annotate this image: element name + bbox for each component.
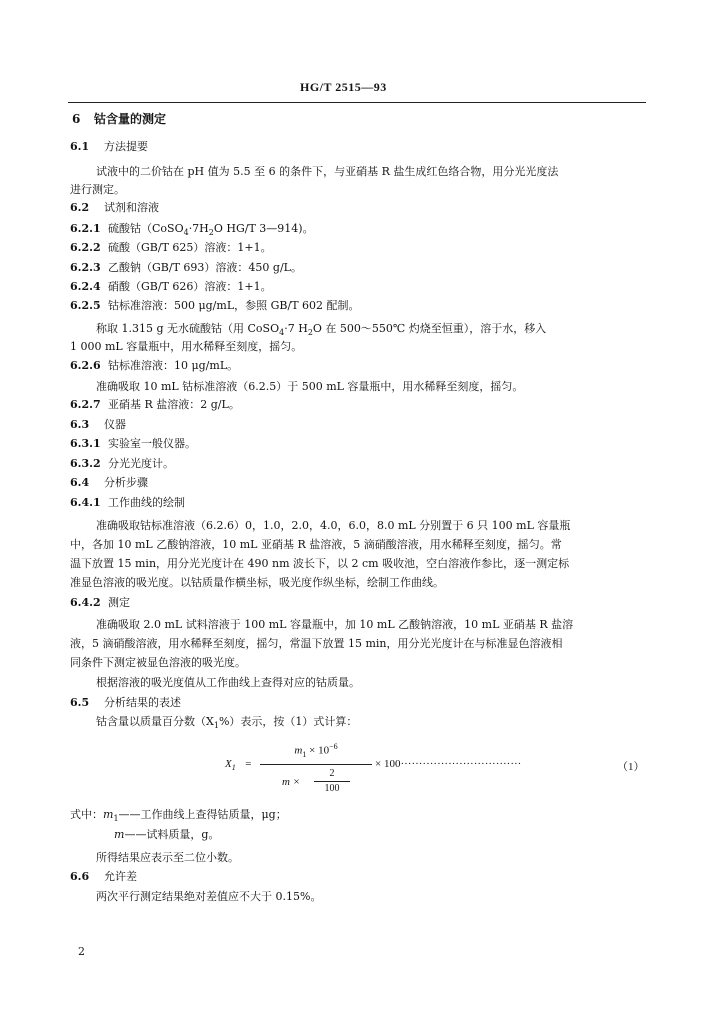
text: O 在 500～550℃ 灼烧至恒重），溶于水，移入 (312, 322, 547, 335)
subscript: 1 (213, 721, 219, 731)
subscript: 4 (183, 228, 189, 238)
text: 称取 1.315 g 无水硫酸钴（用 CoSO (96, 322, 280, 335)
subscript: 1 (231, 763, 236, 773)
text: ·7 H (284, 322, 308, 335)
item-number: 6.3.1 (70, 437, 101, 450)
item-text: 钴标准溶液：500 μg/mL，参照 GB/T 602 配制。 (108, 299, 360, 312)
item-number: 6.2.6 (70, 359, 101, 372)
section-6-4-heading (70, 476, 148, 490)
subscript: 4 (279, 328, 285, 338)
item-number: 6.2.7 (70, 398, 101, 411)
section-number: 6.4 (70, 476, 90, 489)
symbol: m (114, 828, 125, 841)
item-text: 硫酸（GB/T 625）溶液：1+1。 (108, 241, 272, 254)
inner-denominator: 100 (324, 783, 340, 794)
section-title: 钴含量的测定 (94, 112, 167, 126)
subscript: 2 (307, 328, 313, 338)
item-6-2-4 (70, 280, 272, 294)
section-6-5-heading (70, 696, 181, 710)
text: %）表示，按（1）式计算： (218, 715, 358, 728)
item-text: 钴标准溶液：10 μg/mL。 (108, 359, 239, 372)
section-6-6-heading (70, 870, 137, 884)
formula-denominator: m × (282, 776, 301, 788)
section-6-heading (72, 112, 166, 126)
paragraph: 液，5 滴硝酸溶液，用水稀释至刻度，摇匀，常温下放置 15 min，用分光光度计在与标准显色溶液相 (70, 637, 563, 650)
equation-number: （1） (617, 761, 645, 773)
item-number: 6.4.2 (70, 596, 101, 609)
symbol: m (103, 808, 114, 821)
formula-lhs (225, 758, 252, 772)
section-title: 分析结果的表述 (104, 696, 181, 709)
item-number: 6.4.1 (70, 496, 101, 509)
item-6-2-6 (70, 359, 238, 373)
item-text: 实验室一般仪器。 (108, 437, 196, 450)
item-number: 6.2.2 (70, 241, 101, 254)
item-text: 分光光度计。 (108, 457, 174, 470)
formula-1 (225, 740, 645, 800)
paragraph: 准显色溶液的吸光度。以钴质量作横坐标，吸光度作纵坐标，绘制工作曲线。 (70, 576, 444, 589)
section-number: 6.5 (70, 696, 90, 709)
subscript: 1 (302, 749, 307, 759)
item-text: 乙酸钠（GB/T 693）溶液：450 g/L。 (108, 261, 302, 274)
where-m (114, 828, 219, 842)
paragraph: 根据溶液的吸光度值从工作曲线上查得对应的钴质量。 (96, 676, 360, 689)
where-m1 (70, 808, 287, 826)
item-6-3-1 (70, 437, 196, 451)
formula-numerator (260, 742, 372, 759)
paragraph: 温下放置 15 min，用分光光度计在 490 nm 波长下，以 2 cm 吸收池，空白溶液作参比，逐一测定标 (70, 557, 570, 570)
section-number: 6.2 (70, 201, 90, 214)
item-6-2-5 (70, 299, 360, 313)
section-title: 允许差 (104, 870, 137, 883)
standard-header: HG/T 2515—93 (300, 80, 387, 94)
text: ——试料质量，g。 (124, 828, 220, 841)
symbol: X (225, 758, 232, 770)
fraction-bar (260, 764, 372, 765)
item-number: 6.3.2 (70, 457, 101, 470)
section-6-1-heading (70, 140, 148, 154)
item-number: 6.2.3 (70, 261, 101, 274)
item-text: 硫酸钴（CoSO (108, 222, 184, 235)
item-number: 6.2.4 (70, 280, 101, 293)
paragraph (96, 715, 357, 733)
item-6-2-7 (70, 398, 240, 412)
section-6-3-heading (70, 418, 126, 432)
equals-sign: = (244, 758, 252, 770)
paragraph: 同条件下测定被显色溶液的吸光度。 (70, 656, 246, 669)
item-text: 测定 (108, 596, 130, 609)
item-6-3-2 (70, 457, 174, 471)
section-number: 6.1 (70, 140, 90, 153)
subscript: 1 (113, 814, 119, 824)
item-6-2-3 (70, 261, 302, 275)
section-title: 仪器 (104, 418, 126, 431)
item-number: 6.2.5 (70, 299, 101, 312)
paragraph: 所得结果应表示至二位小数。 (96, 851, 239, 864)
inner-numerator: 2 (329, 768, 335, 779)
label: 式中： (70, 808, 103, 821)
section-title: 分析步骤 (104, 476, 148, 489)
page-number: 2 (78, 945, 85, 958)
item-text: 硝酸（GB/T 626）溶液：1+1。 (108, 280, 272, 293)
paragraph: 两次平行测定结果绝对差值应不大于 0.15%。 (96, 890, 322, 903)
section-number: 6.6 (70, 870, 90, 883)
text: 钴含量以质量百分数（X (96, 715, 214, 728)
inner-fraction-bar (314, 781, 350, 782)
item-6-4-1 (70, 496, 185, 510)
section-title: 试剂和溶液 (104, 201, 159, 214)
item-text: 工作曲线的绘制 (108, 496, 185, 509)
symbol: m (294, 744, 303, 757)
item-text: 亚硝基 R 盐溶液：2 g/L。 (108, 398, 240, 411)
text: ——工作曲线上查得钴质量，μg； (118, 808, 287, 821)
section-6-2-heading (70, 201, 159, 215)
text: × 10 (306, 744, 330, 757)
paragraph: 进行测定。 (70, 183, 125, 196)
item-6-2-1 (70, 222, 314, 240)
subscript: 2 (208, 228, 214, 238)
superscript: −6 (329, 742, 338, 751)
item-number: 6.2.1 (70, 222, 101, 235)
paragraph: 中，各加 10 mL 乙酸钠溶液，10 mL 亚硝基 R 盐溶液，5 滴硝酸溶液，用水稀释至刻度，摇匀。常 (70, 538, 562, 551)
item-text: ·7H (188, 222, 209, 235)
item-text: O HG/T 3—914)。 (213, 222, 314, 235)
section-title: 方法提要 (104, 140, 148, 153)
formula-multiplier: × 100································· (375, 758, 522, 770)
paragraph: 1 000 mL 容量瓶中，用水稀释至刻度，摇匀。 (70, 340, 303, 353)
header-rule (68, 102, 646, 103)
item-6-4-2 (70, 596, 130, 610)
paragraph: 准确吸取 10 mL 钴标准溶液（6.2.5）于 500 mL 容量瓶中，用水稀释至刻度，摇匀。 (96, 380, 524, 393)
section-number: 6 (72, 112, 81, 126)
paragraph: 试液中的二价钴在 pH 值为 5.5 至 6 的条件下，与亚硝基 R 盐生成红色络合物，用分光光度法 (96, 165, 559, 178)
paragraph: 准确吸取钴标准溶液（6.2.6）0，1.0，2.0，4.0，6.0，8.0 mL 分别置于 6 只 100 mL 容量瓶 (96, 519, 571, 532)
item-6-2-2 (70, 241, 272, 255)
section-number: 6.3 (70, 418, 90, 431)
paragraph (96, 322, 546, 340)
paragraph: 准确吸取 2.0 mL 试料溶液于 100 mL 容量瓶中，加 10 mL 乙酸钠溶液，10 mL 亚硝基 R 盐溶 (96, 618, 574, 631)
